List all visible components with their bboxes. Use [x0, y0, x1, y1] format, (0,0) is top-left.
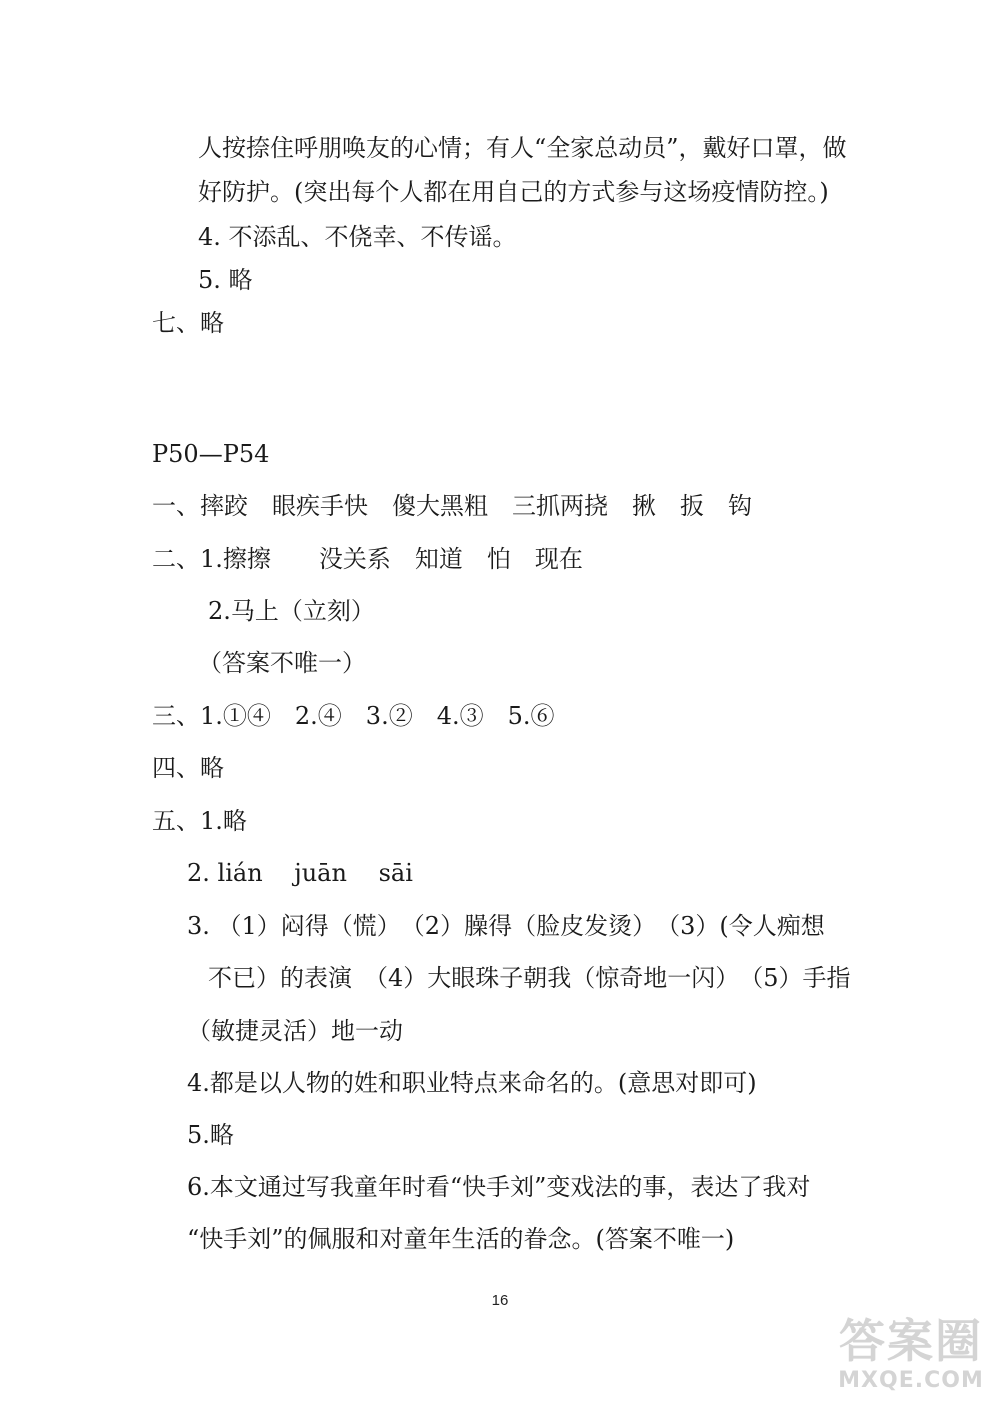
section-seven: 七、略 — [152, 309, 224, 337]
section-five-item-6-line-2: “快手刘”的佩服和对童年生活的眷念。(答案不唯一) — [187, 1225, 735, 1253]
section-two-item-2: 2.马上（立刻） — [208, 597, 375, 625]
text-line-3: 4. 不添乱、不侥幸、不传谣。 — [198, 223, 517, 251]
text-line-2: 好防护。(突出每个人都在用自己的方式参与这场疫情防控。) — [198, 178, 829, 206]
section-five-item-3-line-1: 3. （1）闷得（慌） （2）臊得（脸皮发烫） （3）(令人痴想 — [187, 912, 825, 940]
section-two: 二、1.擦擦 没关系 知道 怕 现在 — [152, 545, 583, 573]
text-line-4: 5. 略 — [198, 266, 253, 294]
section-five-item-5: 5.略 — [187, 1121, 234, 1149]
section-five-item-3-line-3: （敏捷灵活）地一动 — [187, 1017, 403, 1045]
watermark-domain: MXQE.COM — [838, 1368, 984, 1393]
page-number: 16 — [491, 1292, 509, 1309]
section-five: 五、1.略 — [152, 807, 247, 835]
section-five-item-2: 2. lián juān sāi — [187, 859, 413, 887]
section-five-item-4: 4.都是以人物的姓和职业特点来命名的。(意思对即可) — [187, 1069, 757, 1097]
watermark-logo — [836, 1314, 986, 1404]
text-line-1: 人按捺住呼朋唤友的心情；有人“全家总动员”，戴好口罩，做 — [198, 134, 847, 162]
section-four: 四、略 — [152, 754, 224, 782]
watermark-chinese: 答案圈 — [839, 1314, 983, 1368]
section-one: 一、摔跤 眼疾手快 傻大黑粗 三抓两挠 揪 扳 钩 — [152, 492, 752, 520]
section-five-item-3-line-2: 不已）的表演 （4）大眼珠子朝我（惊奇地一闪） （5）手指 — [208, 964, 851, 992]
page-range-heading: P50—P54 — [152, 440, 270, 468]
section-three: 三、1.①④ 2.④ 3.② 4.③ 5.⑥ — [152, 702, 555, 730]
section-five-item-6-line-1: 6.本文通过写我童年时看“快手刘”变戏法的事，表达了我对 — [187, 1173, 811, 1201]
section-two-note: （答案不唯一） — [198, 649, 366, 677]
